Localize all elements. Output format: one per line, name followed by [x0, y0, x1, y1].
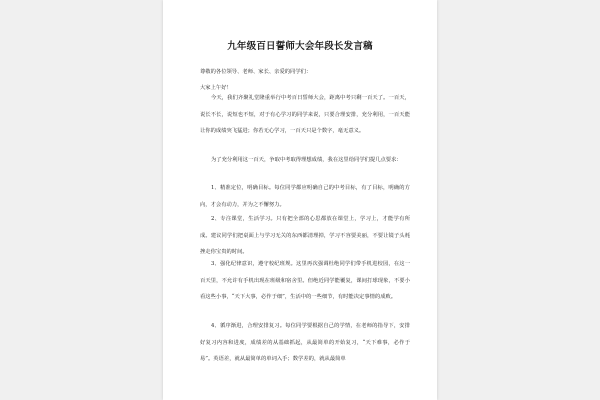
paragraph-point-4: 4、循序渐进，合理安排复习。每位同学要根据自己的学情，在老师的指导下，安排好复习内容和进度，成绩差的从基础抓起，从最简单的开始复习，“天下难事，必作于易”。英语差，就从最简单的单词入手；数学差的，就从最简单 — [200, 323, 410, 362]
paragraph-intro: 今天，我们齐聚礼堂隆重举行中考百日誓师大会，距离中考只剩一百天了。一百天，说长不长，说短也不短，对于有心学习的同学来说，只要合理安排，充分利用，一百天能让你的成绩突飞猛进；你若无心学习，一百天只是个数字，毫无意义。 — [200, 95, 410, 134]
paragraph-requirements: 为了充分利用这一百天，争取中考取得理想成绩，我在这里给同学们提几点要求： — [211, 157, 402, 163]
paragraph-point-3: 3、强化纪律意识，遵守校纪班规。这里再次强调杜绝同学们带手机进校园，在这一百天里，不允许有手机出现在班级和宿舍里。但绝近同学能覆复，课间打球现象，不要小看这些小事，“天下大事，必作于细”，生活中的一些细节，有时能决定事情的成败。 — [200, 261, 410, 300]
document-title: 九年级百日誓师大会年段长发言稿 — [227, 41, 373, 52]
paragraph-point-1: 1、精准定位，明确目标。每位同学都应明确自己的中考目标，有了目标，明确的方向，才会有动力，并为之不懈努力。 — [200, 185, 410, 208]
salutation: 尊敬的各位领导、老师、家长、亲爱的同学们： — [200, 69, 312, 75]
document-page — [163, 0, 437, 400]
paragraph-point-2: 2、专注课堂，生活学习。只有把全部的心思都放在课堂上，学习上，才能学有所成。建议同学们把桌面上与学习无关的东西都清理掉，学习不容要美丽，不要让镜子头耗挫走你宝贵的时间。 — [200, 216, 410, 255]
greeting: 大家上午好！ — [200, 85, 232, 91]
